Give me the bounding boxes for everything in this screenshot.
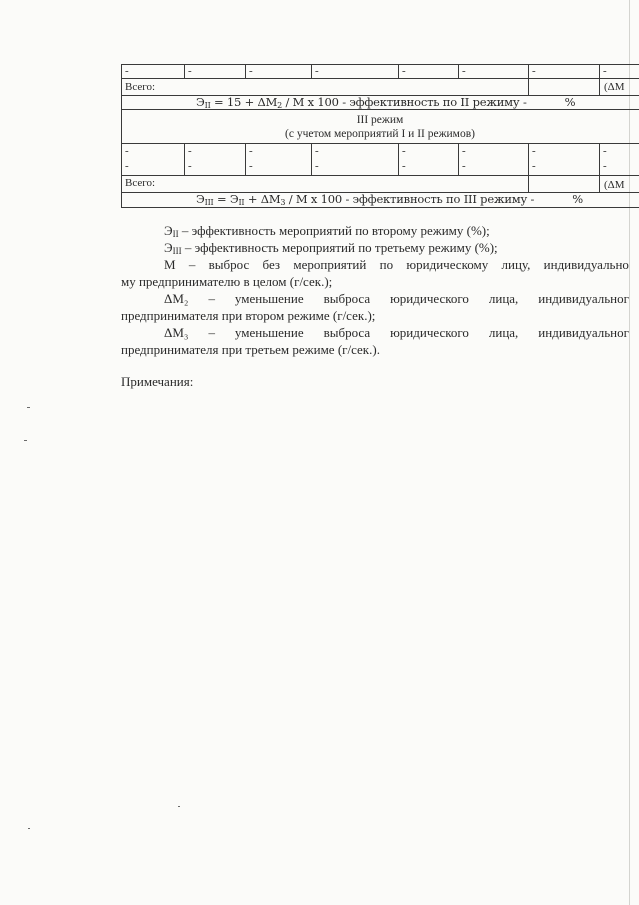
formula-mode-3: $Э_{III} = Э_{II} + \Delta М_3 / М$ х 100 - эффективность по III режиму - % <box>196 192 583 207</box>
legend-dm2-line2: предпринимателя при втором режиме (г/сек.); <box>121 308 376 323</box>
table-rule <box>184 143 185 175</box>
table-cell: - <box>462 65 466 77</box>
table-rule <box>311 64 312 78</box>
legend-word: – <box>188 257 196 272</box>
legend-word: выброса <box>323 291 371 306</box>
table-cell: - <box>249 65 253 77</box>
scan-speck <box>27 407 30 408</box>
legend-word: М <box>164 257 176 272</box>
table-cell: - <box>188 160 192 172</box>
table-cell: - <box>125 145 129 157</box>
table-rule <box>599 78 600 95</box>
legend-word: лицу, <box>501 257 531 272</box>
table-rule <box>311 143 312 175</box>
legend-word: индивидуально <box>543 257 629 272</box>
legend-word: ΔМ₃ <box>164 325 189 340</box>
legend-word: индивидуальног <box>538 325 629 340</box>
legend-word: лица, <box>488 325 519 340</box>
mode-3-title: III режим <box>356 114 404 126</box>
legend-word: без <box>262 257 281 272</box>
notes-label: Примечания: <box>121 374 194 389</box>
table-cell: - <box>315 65 319 77</box>
legend-dm3-line2: предпринимателя при третьем режиме (г/сек.). <box>121 342 380 357</box>
table-rule <box>121 78 639 79</box>
table-rule <box>528 175 529 192</box>
table-rule <box>245 143 246 175</box>
table-rule <box>458 64 459 78</box>
scan-speck <box>24 440 27 441</box>
legend-word: – <box>208 291 215 306</box>
legend-word: выброс <box>208 257 250 272</box>
legend-word: юридическому <box>406 257 489 272</box>
legend-word: лица, <box>488 291 519 306</box>
legend-word: ΔМ₂ <box>164 291 189 306</box>
mode-3-subtitle: (с учетом мероприятий I и II режимов) <box>285 128 475 140</box>
legend-word: уменьшение <box>234 325 304 340</box>
table-cell: - <box>125 160 129 172</box>
table-cell: - <box>532 160 536 172</box>
legend-word: мероприятий <box>293 257 367 272</box>
table-rule <box>599 175 600 192</box>
table-rule <box>528 143 529 175</box>
table-cell: - <box>603 160 607 172</box>
formula-mode-2: $Э_{II} = 15 + \Delta М_2 / М$ х 100 - эффективность по II режиму - % <box>196 95 576 110</box>
legend-m-line2: му предпринимателю в целом (г/сек.); <box>121 274 333 289</box>
table-cell: - <box>402 160 406 172</box>
table-rule <box>245 64 246 78</box>
emissions-table <box>121 64 639 209</box>
table-cell: - <box>402 65 406 77</box>
legend-word: юридического <box>390 325 469 340</box>
table-cell: - <box>462 145 466 157</box>
table-rule <box>599 143 600 175</box>
legend-word: юридического <box>390 291 469 306</box>
scan-speck <box>28 828 30 829</box>
table-rule <box>184 64 185 78</box>
legend-word: уменьшение <box>234 291 304 306</box>
table-rule <box>528 64 529 78</box>
legend-e2: $Э_{II}$ – эффективность мероприятий по второму режиму (%); <box>164 223 490 239</box>
legend-m-line1 <box>121 256 629 273</box>
legend-word: по <box>379 257 394 272</box>
table-rule <box>398 143 399 175</box>
table-cell: - <box>402 145 406 157</box>
legend-dm2-line1 <box>121 290 629 307</box>
table-cell: - <box>188 65 192 77</box>
table-cell: - <box>603 65 607 77</box>
table-rule <box>398 64 399 78</box>
table-rule <box>599 64 600 78</box>
total-value-cut: (ΔМ <box>604 81 625 93</box>
total-label: Всего: <box>125 81 156 93</box>
table-cell: - <box>532 145 536 157</box>
table-rule <box>121 64 639 65</box>
table-cell: - <box>125 65 129 77</box>
scan-speck <box>178 806 180 807</box>
table-cell: - <box>249 145 253 157</box>
table-rule <box>528 78 529 95</box>
table-rule <box>121 175 639 176</box>
total-value-cut: (ΔМ <box>604 179 625 191</box>
table-cell: - <box>188 145 192 157</box>
table-cell: - <box>532 65 536 77</box>
table-cell: - <box>249 160 253 172</box>
table-cell: - <box>462 160 466 172</box>
legend-dm3-line1 <box>121 324 629 341</box>
table-cell: - <box>315 145 319 157</box>
legend-word: индивидуальног <box>538 291 629 306</box>
legend-word: выброса <box>323 325 371 340</box>
table-cell: - <box>603 145 607 157</box>
table-rule <box>458 143 459 175</box>
legend-e3: $Э_{III}$ – эффективность мероприятий по третьему режиму (%); <box>164 240 498 256</box>
table-rule <box>121 143 639 144</box>
total-label: Всего: <box>125 177 156 189</box>
table-cell: - <box>315 160 319 172</box>
legend-word: – <box>208 325 215 340</box>
